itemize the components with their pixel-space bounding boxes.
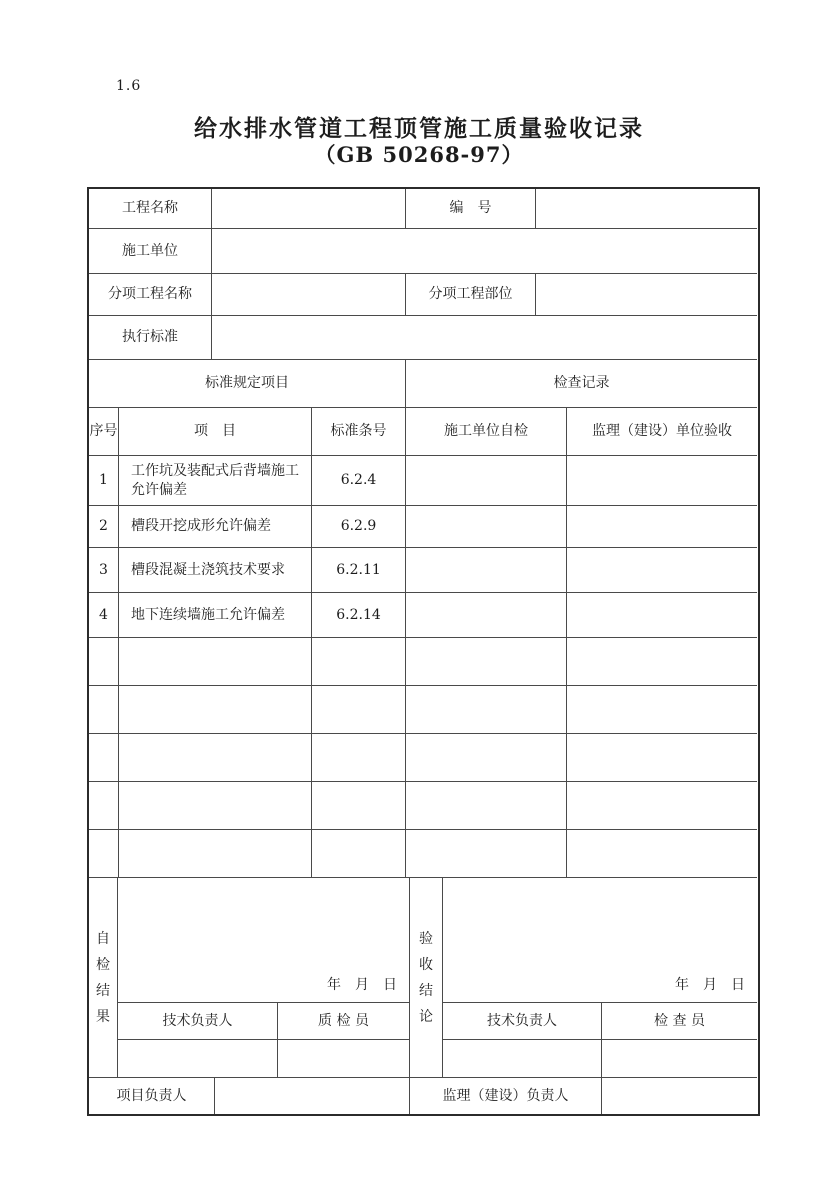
table-row-empty	[89, 734, 758, 782]
row-self-check	[406, 548, 567, 593]
document-title: 给水排水管道工程顶管施工质量验收记录	[194, 115, 644, 142]
standard-label: 执行标准	[89, 316, 212, 360]
info-row-construction-unit	[89, 229, 758, 274]
row-self-check	[406, 506, 567, 548]
row-supervision	[567, 593, 757, 638]
construction-unit-value	[212, 229, 757, 274]
row-item: 槽段开挖成形允许偏差	[119, 506, 312, 548]
self-tech-label: 技术负责人	[118, 1003, 278, 1040]
acceptance-tech-label: 技术负责人	[443, 1003, 602, 1040]
acceptance-signature-area	[443, 878, 757, 1003]
subproject-name-label: 分项工程名称	[89, 274, 212, 316]
table-row-empty	[89, 686, 758, 734]
project-name-value	[212, 189, 406, 229]
supervisor-label: 监理（建设）负责人	[410, 1078, 602, 1114]
self-qc-label: 质 检 员	[278, 1003, 410, 1040]
row-item: 槽段混凝土浇筑技术要求	[119, 548, 312, 593]
self-check-result-label: 自检结果	[96, 930, 110, 1025]
acceptance-tech-signature	[443, 1040, 602, 1078]
table-row	[89, 456, 758, 506]
self-check-signature-area	[118, 878, 410, 1003]
row-supervision	[567, 506, 757, 548]
table-row	[89, 548, 758, 593]
table-row-empty	[89, 638, 758, 686]
row-clause: 6.2.4	[312, 456, 406, 506]
row-no: 1	[89, 456, 119, 506]
section-standard-items: 标准规定项目	[89, 360, 406, 408]
row-no: 3	[89, 548, 119, 593]
col-header-no: 序号	[89, 408, 119, 456]
table-row	[89, 593, 758, 638]
project-manager-label: 项目负责人	[89, 1078, 215, 1114]
conclusion-block	[89, 878, 758, 1078]
acceptance-inspector-signature	[602, 1040, 757, 1078]
self-qc-signature	[278, 1040, 410, 1078]
subproject-part-label: 分项工程部位	[406, 274, 536, 316]
acceptance-conclusion-label: 验收结论	[419, 930, 433, 1025]
self-check-area	[118, 878, 410, 1078]
row-self-check	[406, 593, 567, 638]
col-header-self-check: 施工单位自检	[406, 408, 567, 456]
row-supervision	[567, 548, 757, 593]
table-row-empty	[89, 830, 758, 878]
acceptance-date: 年 月 日	[675, 977, 745, 993]
col-header-item: 项 目	[119, 408, 312, 456]
row-clause: 6.2.11	[312, 548, 406, 593]
subproject-part-value	[536, 274, 757, 316]
standard-value	[212, 316, 757, 360]
table-row-empty	[89, 782, 758, 830]
row-supervision	[567, 456, 757, 506]
responsible-persons-row	[89, 1078, 758, 1114]
row-no: 2	[89, 506, 119, 548]
self-tech-signature	[118, 1040, 278, 1078]
self-check-result-strip	[89, 878, 118, 1078]
info-row-subproject	[89, 274, 758, 316]
acceptance-conclusion-strip	[410, 878, 443, 1078]
project-manager-value	[215, 1078, 410, 1114]
acceptance-area	[443, 878, 757, 1078]
row-clause: 6.2.14	[312, 593, 406, 638]
supervisor-value	[602, 1078, 757, 1114]
row-no: 4	[89, 593, 119, 638]
section-header-row	[89, 360, 758, 408]
acceptance-inspector-label: 检 查 员	[602, 1003, 757, 1040]
col-header-supervision: 监理（建设）单位验收	[567, 408, 757, 456]
acceptance-record-table	[87, 187, 760, 1116]
standard-code: （GB 50268-97）	[314, 142, 524, 167]
self-check-date: 年 月 日	[327, 977, 397, 993]
number-label: 编 号	[406, 189, 536, 229]
section-check-record: 检查记录	[406, 360, 757, 408]
row-clause: 6.2.9	[312, 506, 406, 548]
column-header-row	[89, 408, 758, 456]
construction-unit-label: 施工单位	[89, 229, 212, 274]
number-value	[536, 189, 757, 229]
row-item: 工作坑及装配式后背墙施工允许偏差	[119, 456, 312, 506]
info-row-standard	[89, 316, 758, 360]
row-item: 地下连续墙施工允许偏差	[119, 593, 312, 638]
project-name-label: 工程名称	[89, 189, 212, 229]
col-header-clause: 标准条号	[312, 408, 406, 456]
section-number: 1.6	[116, 78, 142, 94]
info-row-project	[89, 189, 758, 229]
table-row	[89, 506, 758, 548]
row-self-check	[406, 456, 567, 506]
subproject-name-value	[212, 274, 406, 316]
